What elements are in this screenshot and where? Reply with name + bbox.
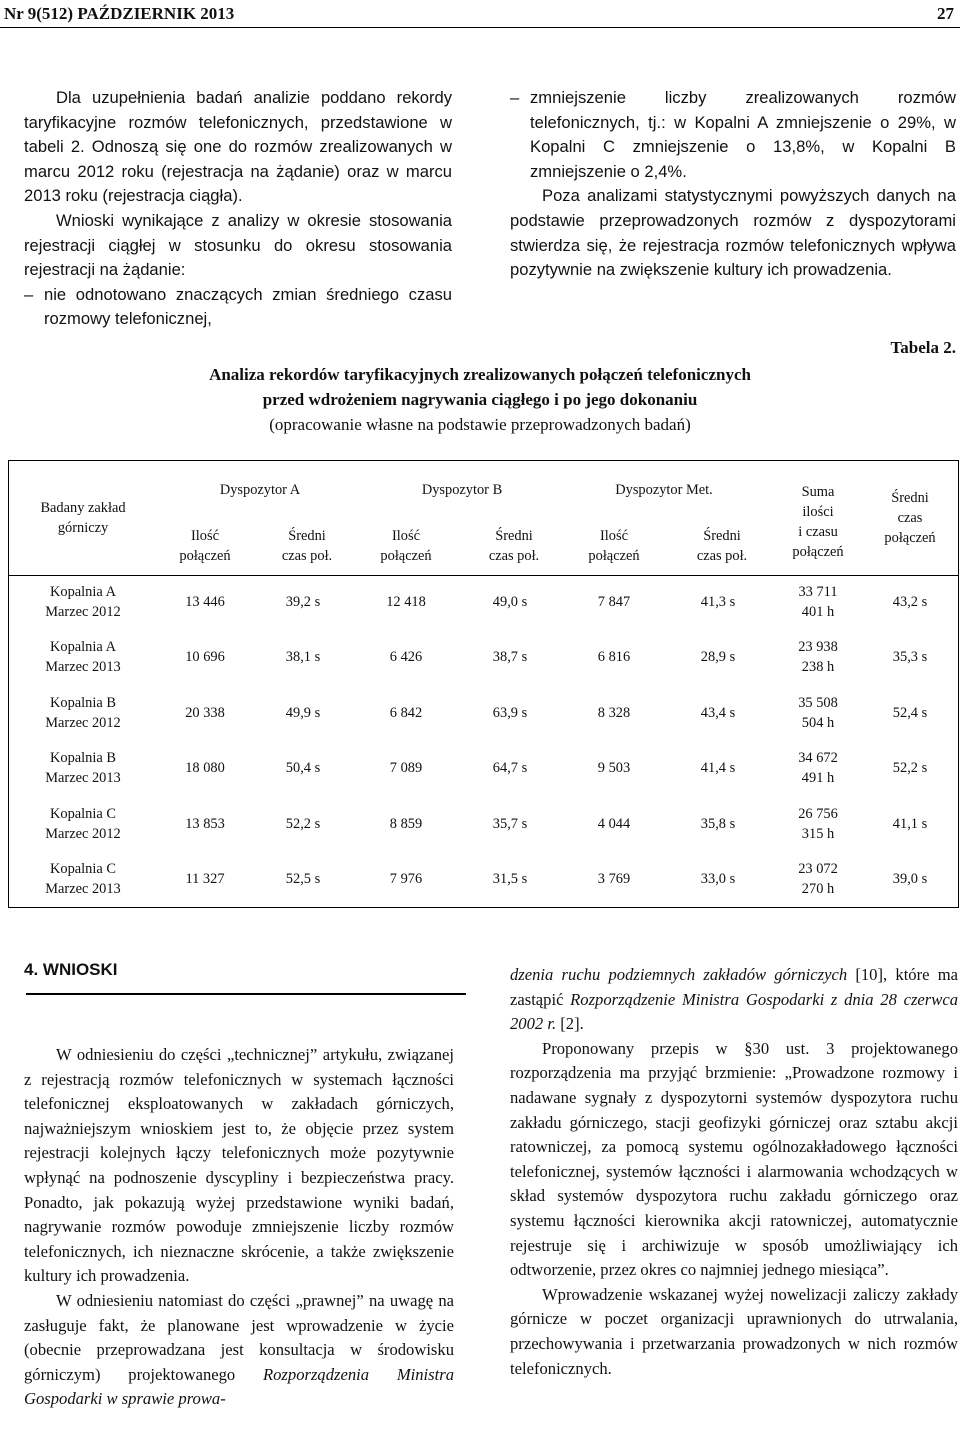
paragraph-technical: W odniesieniu do części „technicznej” artykułu, związanej z rejestracją rozmów telefonicznych w systemach łączności telefonicznej eksploatowanych w zakładach górniczych, najważniejszym wnioskiem jest to, że objęcie przez system rejestracji kolejnych łączy telefonicznych może pozytywnie wpłynąć na podnoszenie dyscypliny i bezpieczeństwa pracy. Ponadto, jak pokazują wyżej przedstawione wyniki badań, nagrywanie rozmów powoduje zmniejszenie liczby rozmów telefonicznych, ich nieznaczne skrócenie, a także zwiększenie kultury ich prowadzenia. [24, 1045, 454, 1286]
header-sredni-a: Średni czas poł. [281, 528, 333, 564]
table-cell: 11 327 [185, 871, 225, 887]
table-cell: 35,8 s [700, 816, 736, 832]
table-cell: 41,1 s [892, 816, 928, 832]
table-cell-sum: 33 711 401 h [798, 584, 838, 620]
issue-label: Nr 9(512) PAŹDZIERNIK 2013 [4, 4, 235, 23]
table-cell: 41,3 s [700, 594, 736, 610]
row-label: Kopalnia C Marzec 2012 [45, 806, 121, 842]
table-label: Tabela 2. [890, 338, 956, 357]
table-cell: 49,9 s [285, 705, 321, 721]
table-caption-source: (opracowanie własne na podstawie przeprowadzonych badań) [269, 415, 691, 434]
table-cell: 52,5 s [285, 871, 321, 887]
header-ilosc-a: Ilość połączeń [179, 528, 231, 564]
header-suma: Suma ilości i czasu połączeń [792, 484, 844, 560]
row-label: Kopalnia B Marzec 2012 [45, 695, 121, 731]
table-cell: 41,4 s [700, 760, 736, 776]
table-cell: 52,4 s [892, 705, 928, 721]
row-label: Kopalnia B Marzec 2013 [45, 750, 121, 786]
paragraph-closing: Wprowadzenie wskazanej wyżej nowelizacji zaliczy zakłady górnicze w poczet organizacji uprawnionych do utrwalania, przechowywania i przetwarzania prowadzonych w nich rozmów telefonicznych. [510, 1284, 958, 1378]
table-cell: 52,2 s [285, 816, 321, 832]
table-cell: 10 696 [185, 649, 225, 665]
table-cell: 33,0 s [700, 871, 736, 887]
table-cell: 38,1 s [285, 649, 321, 665]
table-caption-line1: Analiza rekordów taryfikacyjnych zrealizowanych połączeń telefonicznych [209, 365, 751, 384]
table-cell: 63,9 s [492, 705, 528, 721]
table-cell: 39,2 s [285, 594, 321, 610]
table-cell: 6 842 [389, 705, 423, 721]
paragraph-intro: Dla uzupełnienia badań analizie poddano rekordy taryfikacyjne rozmów telefonicznych, przedstawione w tabeli 2. Odnoszą się one do rozmów zrealizowanych w marcu 2012 roku (rejestracja na żądanie) oraz w marcu 2013 roku (rejestracja ciągła). [24, 88, 452, 206]
header-sredni-b: Średni czas poł. [488, 528, 540, 564]
header-zaklad: Badany zakład górniczy [40, 500, 126, 536]
header-rule [0, 27, 960, 28]
paragraph-proposed-rule: Proponowany przepis w §30 ust. 3 projektowanego rozporządzenia ma przyjąć brzmienie: „Prowadzone rozmowy i nadawane sygnały z dyspozytorni systemów dyspozytora ruchu zakładu górniczego, stacji geofizyki górniczej oraz sztabu akcji ratowniczej, za pomocą systemu ogólnozakładowego łączności telefonicznej, systemów łączności i alarmowania wchodzących w skład systemów dyspozytora ruchu zakładu górniczego oraz systemu łączności kierownika akcji ratowniczej, automatycznie rejestruje się i archiwizuje w sposób umożliwiający ich odtworzenie, przez okres co najmniej jednego miesiąca”. [510, 1038, 958, 1280]
table-cell: 64,7 s [492, 760, 528, 776]
table-cell: 13 853 [185, 816, 225, 832]
table-cell: 43,4 s [700, 705, 736, 721]
table-cell: 7 847 [597, 594, 631, 610]
header-sredni-czas: Średni czas połączeń [884, 490, 936, 546]
section-title: 4. WNIOSKI [24, 960, 118, 979]
top-right-column [510, 86, 956, 283]
header-dyspozytor-a: Dyspozytor A [219, 482, 301, 498]
table-cell: 52,2 s [892, 760, 928, 776]
bullet-item [510, 86, 956, 184]
bottom-left-column [24, 1043, 454, 1412]
header-sredni-met: Średni czas poł. [696, 528, 748, 564]
table-cell: 50,4 s [285, 760, 321, 776]
table-cell: 31,5 s [492, 871, 528, 887]
paragraph-summary: Poza analizami statystycznymi powyższych danych na podstawie przeprowadzonych rozmów z dyspozytorami stwierdza się, że rejestracja rozmów telefonicznych wpływa pozytywnie na zwiększenie kultury ich prowadzenia. [510, 186, 956, 280]
header-dyspozytor-met: Dyspozytor Met. [615, 482, 713, 498]
table-cell: 28,9 s [700, 649, 736, 665]
table-cell-sum: 23 072 270 h [798, 861, 838, 897]
table-cell: 13 446 [185, 594, 225, 610]
table-cell-sum: 23 938 238 h [798, 639, 838, 675]
paragraph-legal: W odniesieniu natomiast do części „prawnej” na uwagę na zasługuje fakt, że planowane jest wprowadzenie w życie (obecnie przeprowadzana jest konsultacja w środowisku górniczym) projektowanego Rozporządzenia Ministra Gospodarki w sprawie prowa- [24, 1290, 454, 1409]
table-cell: 3 769 [597, 871, 631, 887]
header-dyspozytor-b: Dyspozytor B [421, 482, 503, 498]
bullet-text: zmniejszenie liczby zrealizowanych rozmów telefonicznych, tj.: w Kopalni A zmniejszenie o 29%, w Kopalni C zmniejszenie o 13,8%, w Kopalni B zmniejszenie o 2,4%. [530, 88, 956, 181]
bullet-dash: – [510, 88, 520, 107]
table-cell-sum: 26 756 315 h [798, 806, 838, 842]
bottom-right-column [510, 963, 958, 1381]
table-cell: 8 328 [597, 705, 631, 721]
table-cell: 4 044 [597, 816, 631, 832]
row-label: Kopalnia C Marzec 2013 [45, 861, 121, 897]
bullet-text: nie odnotowano znaczących zmian średniego czasu rozmowy telefonicznej, [44, 284, 452, 329]
table-cell: 8 859 [389, 816, 423, 832]
paragraph-regulation: dzenia ruchu podziemnych zakładów górniczych [10], które ma zastąpić Rozporządzenie Ministra Gospodarki z dnia 28 czerwca 2002 r. [2]. [510, 965, 958, 1034]
table-cell: 35,7 s [492, 816, 528, 832]
row-label: Kopalnia A Marzec 2012 [45, 584, 121, 620]
row-label: Kopalnia A Marzec 2013 [45, 639, 121, 675]
table-cell: 35,3 s [892, 649, 928, 665]
table-cell: 9 503 [597, 760, 631, 776]
table-cell: 38,7 s [492, 649, 528, 665]
section-rule [26, 993, 466, 995]
table-header-rule [8, 575, 959, 576]
table-cell: 7 976 [389, 871, 423, 887]
table-cell-sum: 34 672 491 h [798, 750, 838, 786]
table-cell: 7 089 [389, 760, 423, 776]
table-cell: 39,0 s [892, 871, 928, 887]
table-cell-sum: 35 508 504 h [798, 695, 838, 731]
paragraph-conclusions-lead: Wnioski wynikające z analizy w okresie stosowania rejestracji ciągłej w stosunku do okresu stosowania rejestracji na żądanie: [24, 210, 452, 280]
table-cell: 18 080 [185, 760, 225, 776]
table-cell: 49,0 s [492, 594, 528, 610]
header-ilosc-met: Ilość połączeń [588, 528, 640, 564]
bullet-dash: – [24, 284, 34, 304]
page-number: 27 [937, 4, 954, 23]
top-left-column [24, 86, 452, 332]
running-header [0, 0, 960, 26]
table-cell: 6 426 [389, 649, 423, 665]
table-cell: 12 418 [386, 594, 426, 610]
table-cell: 43,2 s [892, 594, 928, 610]
table-cell: 20 338 [185, 705, 225, 721]
table-cell: 6 816 [597, 649, 631, 665]
table-caption-line2: przed wdrożeniem nagrywania ciągłego i po jego dokonaniu [262, 390, 698, 409]
header-ilosc-b: Ilość połączeń [380, 528, 432, 564]
bullet-item [24, 283, 452, 332]
